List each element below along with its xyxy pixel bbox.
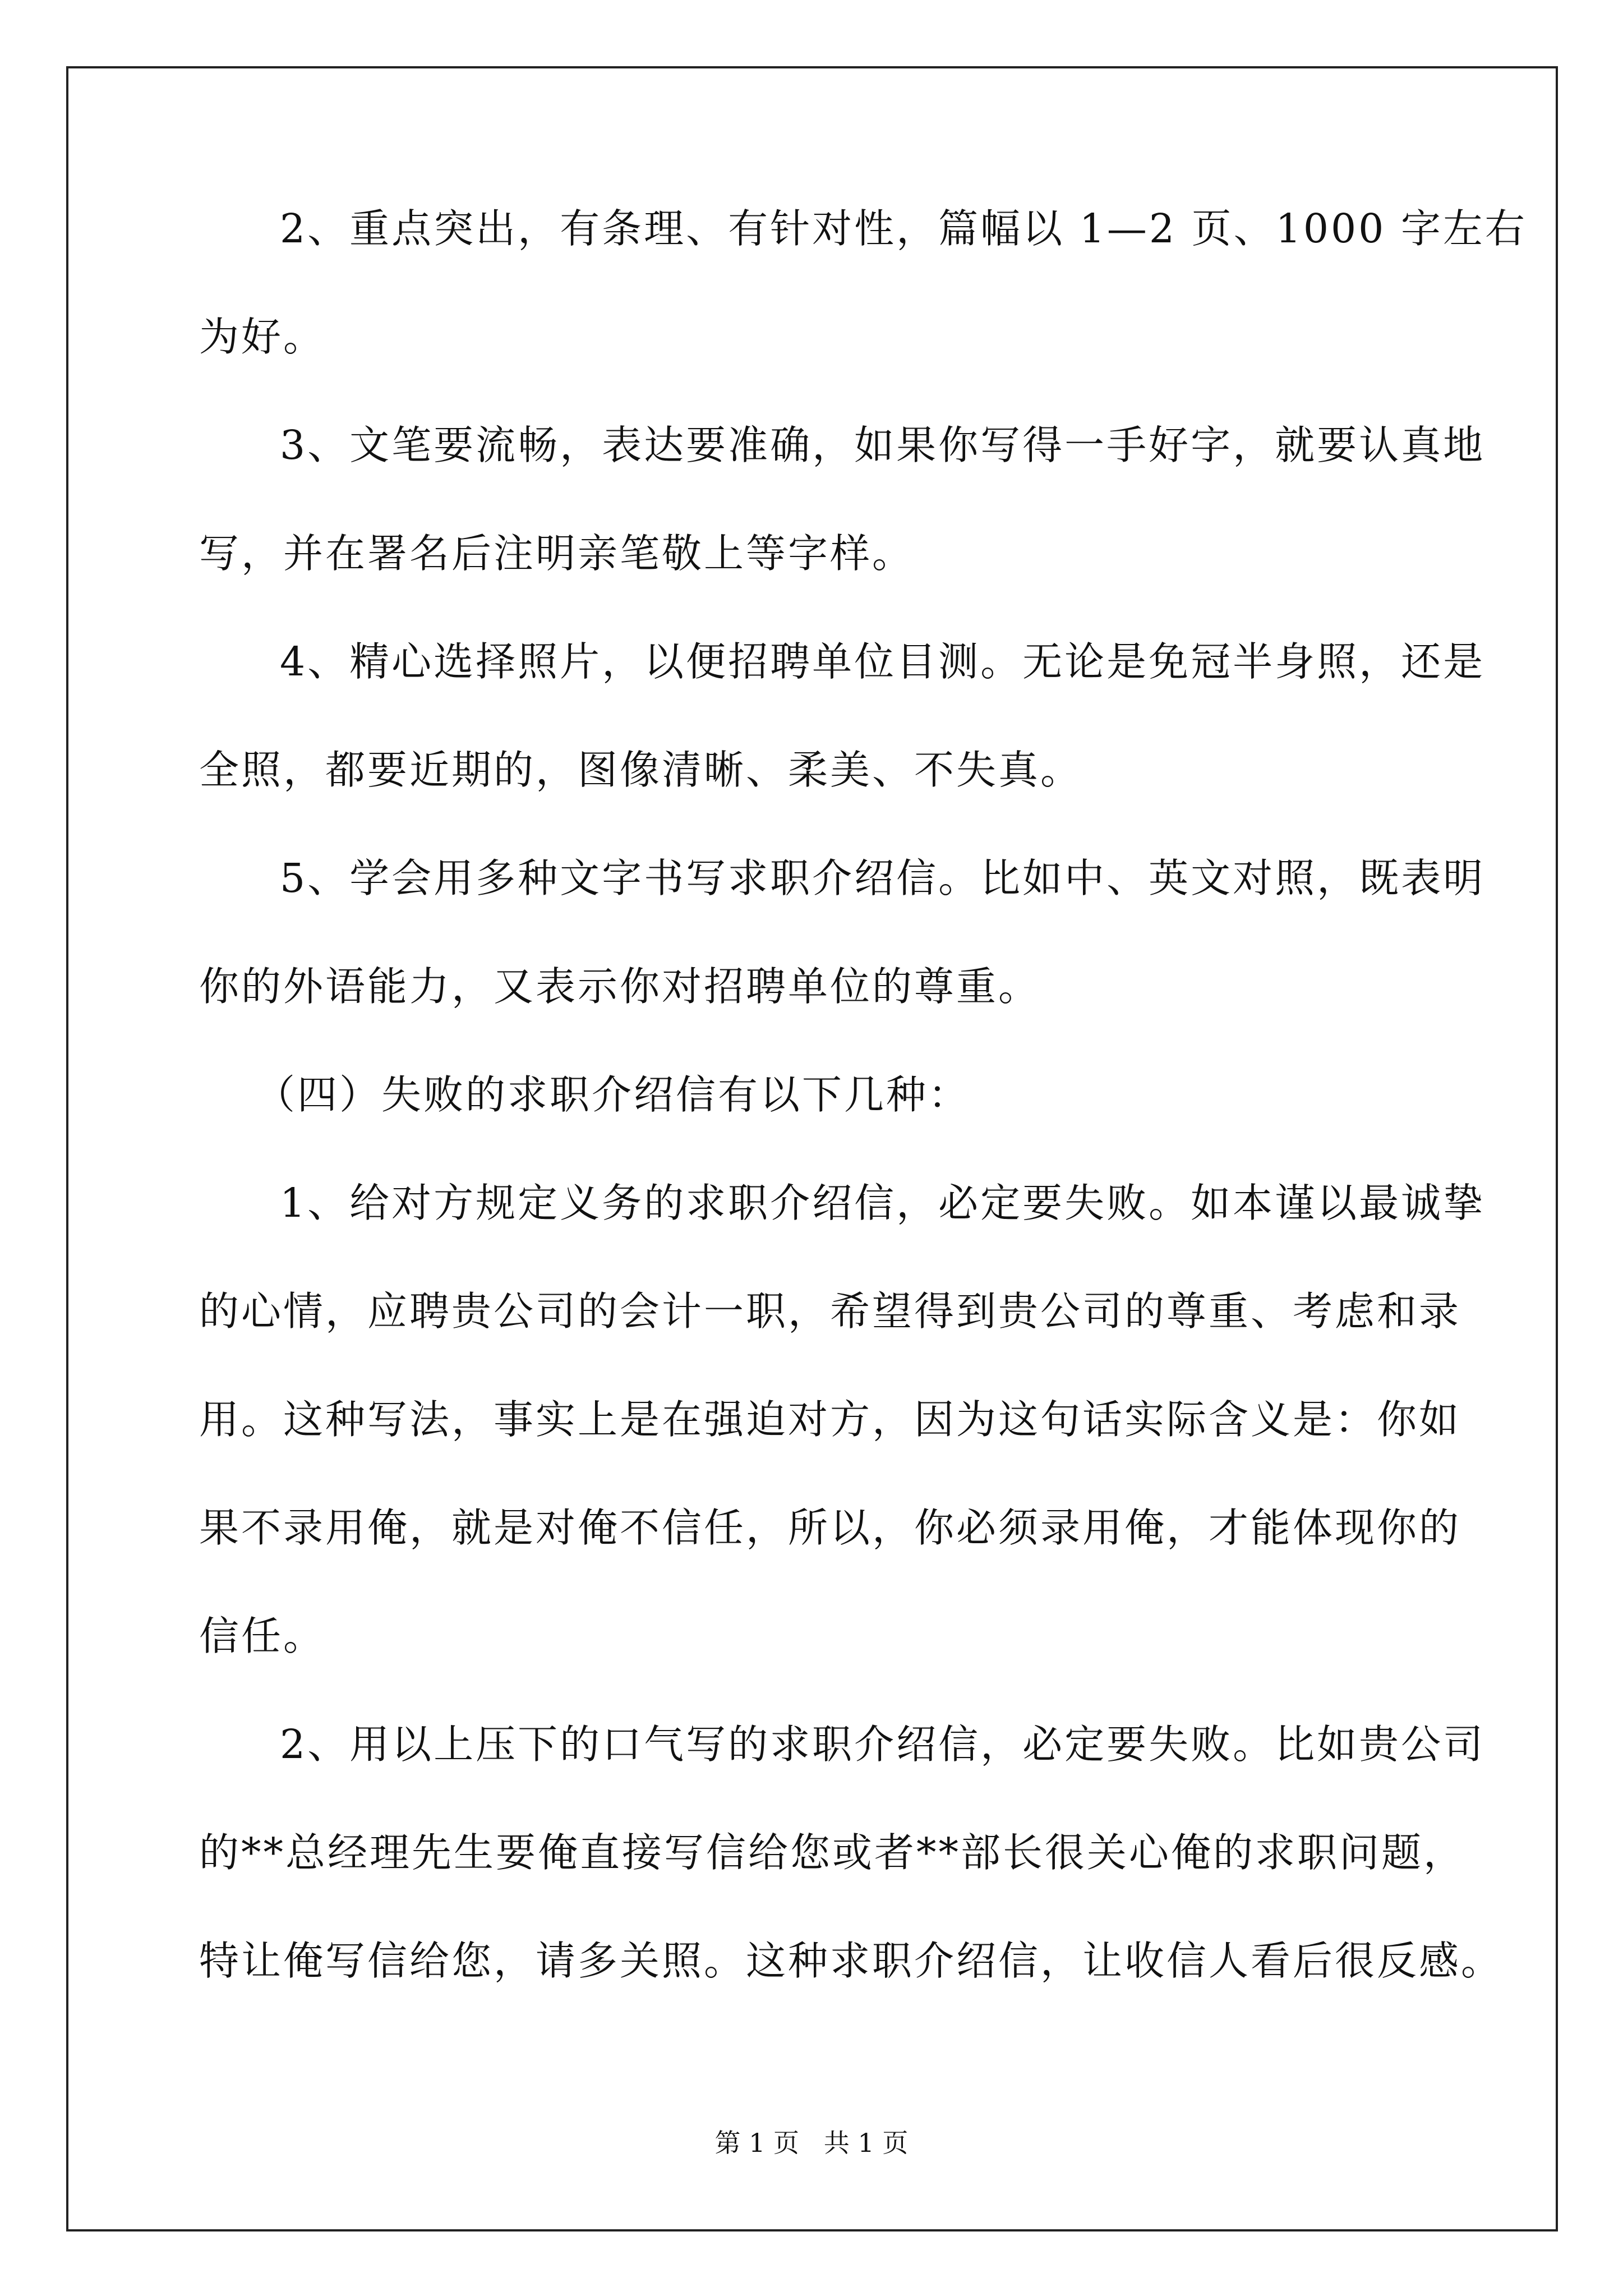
paragraph-line: 4、精心选择照片，以便招聘单位目测。无论是免冠半身照，还是 — [280, 638, 1486, 685]
section-heading: （四）失败的求职介绍信有以下几种： — [255, 1071, 971, 1118]
paragraph-line: 写，并在署名后注明亲笔敬上等字样。 — [199, 530, 915, 577]
paragraph-line: 的心情，应聘贵公司的会计一职，希望得到贵公司的尊重、考虑和录 — [199, 1288, 1461, 1335]
paragraph-line: 特让俺写信给您，请多关照。这种求职介绍信，让收信人看后很反感。 — [199, 1938, 1504, 1984]
paragraph-line: 2、用以上压下的口气写的求职介绍信，必定要失败。比如贵公司 — [280, 1721, 1486, 1768]
page-footer: 第 1 页 共 1 页 — [714, 2128, 909, 2158]
paragraph-line: 1、给对方规定义务的求职介绍信，必定要失败。如本谨以最诚挚 — [280, 1180, 1486, 1226]
paragraph-line: 2、重点突出，有条理、有针对性，篇幅以 1—2 页、1000 字左右 — [280, 205, 1527, 252]
page-border — [66, 66, 1558, 2231]
paragraph-line: 全照，都要近期的，图像清晰、柔美、不失真。 — [199, 747, 1083, 793]
paragraph-line: 你的外语能力，又表示你对招聘单位的尊重。 — [199, 963, 1041, 1010]
paragraph-line: 3、文笔要流畅，表达要准确，如果你写得一手好字，就要认真地 — [280, 422, 1486, 468]
paragraph-line: 5、学会用多种文字书写求职介绍信。比如中、英文对照，既表明 — [280, 855, 1486, 901]
paragraph-line: 果不录用俺，就是对俺不信任，所以，你必须录用俺，才能体现你的 — [199, 1504, 1461, 1551]
paragraph-line: 用。这种写法，事实上是在强迫对方，因为这句话实际含义是：你如 — [199, 1396, 1461, 1443]
paragraph-line: 的**总经理先生要俺直接写信给您或者**部长很关心俺的求职问题， — [199, 1829, 1466, 1876]
paragraph-line: 信任。 — [199, 1613, 326, 1659]
paragraph-line: 为好。 — [199, 314, 326, 360]
